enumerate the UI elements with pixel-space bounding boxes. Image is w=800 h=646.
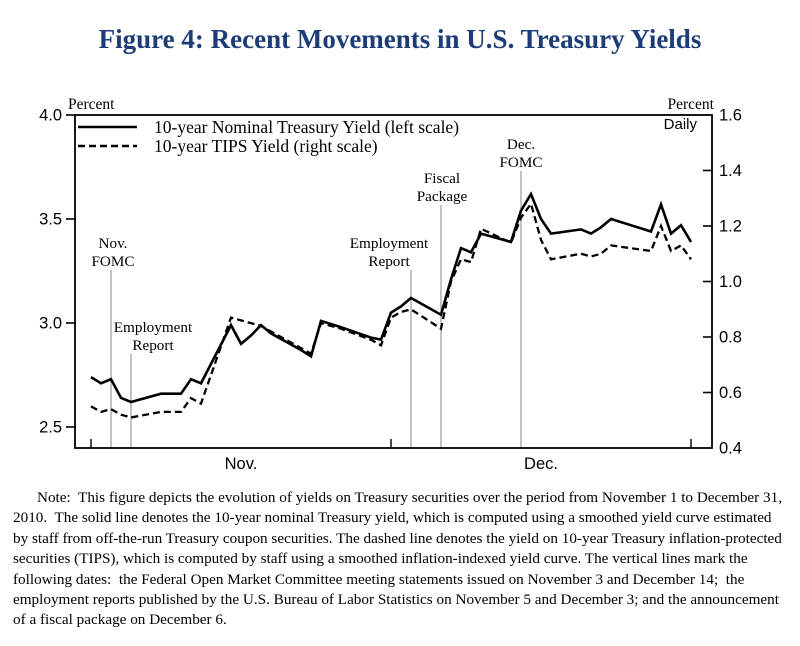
right-axis-tick-label: 0.4 <box>719 439 742 458</box>
figure-note: Note: This figure depicts the evolution of yields on Treasury securities over the period from November 1 to December 31, 2010. The solid line denotes the 10-year nominal Treasury yield, which is computed using a smoothed yield curve estimated by staff from off-the-run Treasury coupon securities. The dashed line denotes the yield on 10-year Treasury inflation-protected securities (TIPS), which is computed by staff using a smoothed inflation-indexed yield curve. The vertical lines mark the following dates: the Federal Open Market Committee meeting statements issued on November 3 and December 14; the employment reports published by the U.S. Bureau of Labor Statistics on November 5 and December 3; and the announcement of a fiscal package on December 6. <box>13 489 786 629</box>
x-axis-month-label: Nov. <box>224 455 258 473</box>
event-label-dec-employment-report: Employment <box>349 235 429 252</box>
event-label-dec-employment-report: Report <box>368 253 410 270</box>
left-axis-tick-label: 3.5 <box>39 210 62 229</box>
event-label-dec-fomc: Dec. <box>506 136 536 153</box>
x-axis-month-label: Dec. <box>524 455 558 473</box>
right-axis-tick-label: 0.6 <box>719 384 742 402</box>
left-axis-tick-label: 3.0 <box>39 314 62 333</box>
right-axis-tick-label: 1.0 <box>719 273 742 291</box>
right-axis-tick-label: 1.4 <box>719 162 742 180</box>
legend-label-tips: 10-year TIPS Yield (right scale) <box>154 136 378 156</box>
right-axis-tick-label: 1.6 <box>719 106 742 125</box>
event-label-nov-fomc: FOMC <box>91 253 135 270</box>
event-label-fiscal-package: Fiscal <box>423 170 461 187</box>
plot-frame <box>75 115 712 448</box>
event-label-nov-fomc: Nov. <box>98 235 128 252</box>
left-axis-tick-label: 4.0 <box>39 106 62 125</box>
event-label-nov-employment-report: Report <box>132 337 174 354</box>
event-label-fiscal-package: Package <box>416 188 468 205</box>
event-label-nov-employment-report: Employment <box>113 319 193 336</box>
left-axis-tick-label: 2.5 <box>39 418 62 437</box>
frequency-label: Daily <box>663 116 697 133</box>
figure-title: Figure 4: Recent Movements in U.S. Treasury Yields <box>98 24 702 54</box>
left-axis-unit-label: Percent <box>68 96 115 113</box>
right-axis-unit-label: Percent <box>667 96 714 113</box>
event-label-dec-fomc: FOMC <box>499 154 543 171</box>
legend-label-nominal: 10-year Nominal Treasury Yield (left scale) <box>154 117 460 137</box>
nominal-yield-line <box>91 194 691 402</box>
right-axis-tick-label: 0.8 <box>719 328 742 347</box>
right-axis-tick-label: 1.2 <box>719 217 742 236</box>
